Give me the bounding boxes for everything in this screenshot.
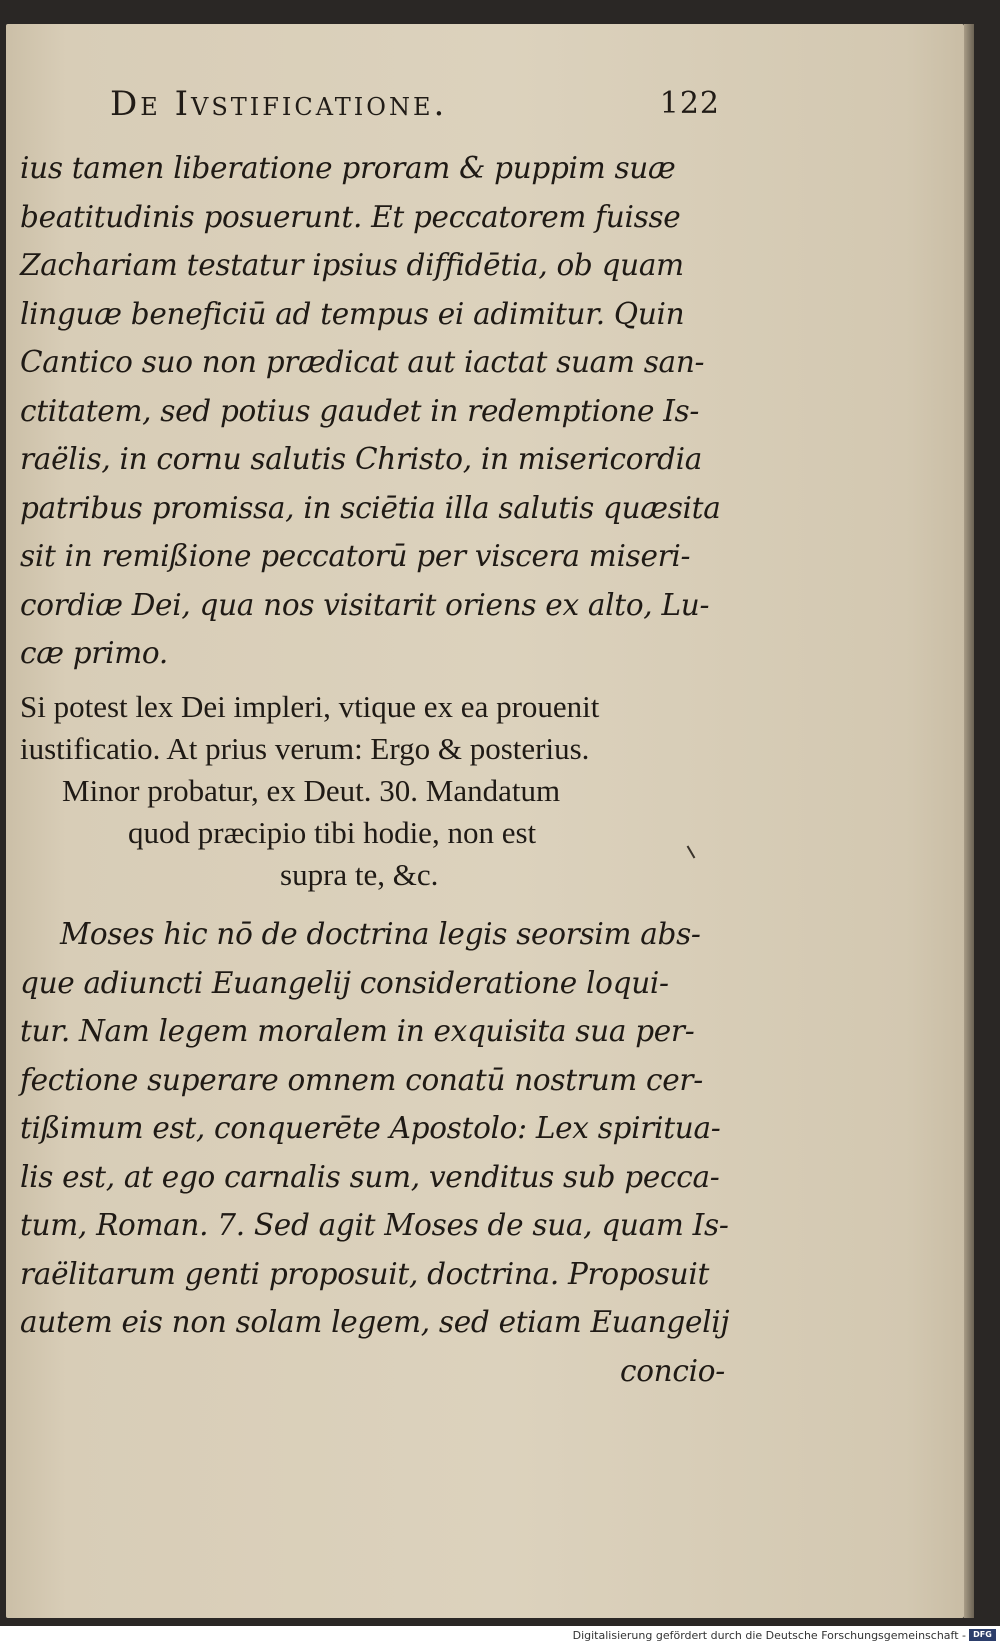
dfg-logo-icon: DFG — [969, 1629, 996, 1641]
running-head-title: De Ivstificatione. — [110, 84, 448, 124]
text-line: Si potest lex Dei impleri, vtique ex ea prouenit — [20, 689, 600, 724]
text-line: autem eis non solam legem, sed etiam Euangelij — [20, 1305, 730, 1339]
text-line: Moses hic nō de doctrina legis seorsim abs- — [60, 917, 701, 951]
text-line: linguæ beneficiū ad tempus ei adimitur. Quin — [20, 296, 685, 331]
text-line: cæ primo. — [20, 636, 168, 670]
text-line: raëlis, in cornu salutis Christo, in misericordia — [20, 442, 703, 476]
text-line: fectione superare omnem conatū nostrum cer- — [20, 1062, 703, 1097]
text-line: raëlitarum genti proposuit, doctrina. Proposuit — [20, 1256, 710, 1291]
text-line: lis est, at ego carnalis sum, venditus sub pecca- — [20, 1159, 720, 1194]
text-line: beatitudinis posuerunt. Et peccatorem fuisse — [20, 199, 681, 234]
text-line: Zachariam testatur ipsius diffidētia, ob quam — [20, 248, 684, 282]
paragraph-1 — [20, 144, 720, 678]
text-line: que adiuncti Euangelij consideratione loqui- — [20, 965, 669, 1000]
text-line: cordiæ Dei, qua nos visitarit oriens ex alto, Lu- — [20, 587, 710, 622]
text-line: quod præcipio tibi hodie, non est — [128, 815, 537, 850]
text-line: Cantico suo non prædicat aut iactat suam san- — [20, 345, 705, 379]
text-line: ius tamen liberatione proram & puppim suæ — [20, 151, 676, 185]
text-line: tum, Roman. 7. Sed agit Moses de sua, quam Is- — [20, 1208, 729, 1242]
running-head — [90, 84, 720, 132]
text-line: sit in remißione peccatorū per viscera miseri- — [20, 539, 691, 573]
text-line: supra te, &c. — [280, 857, 439, 892]
paragraph-2 — [20, 910, 730, 1395]
text-line: ctitatem, sed potius gaudet in redemptione Is- — [20, 393, 700, 428]
page-edge — [964, 24, 974, 1618]
text-line: tur. Nam legem moralem in exquisita sua per- — [20, 1014, 695, 1048]
argument-block — [20, 686, 720, 896]
text-line: iustificatio. At prius verum: Ergo & posterius. — [20, 731, 590, 766]
catchword: concio- — [620, 1353, 725, 1388]
text-line: Minor probatur, ex Deut. 30. Mandatum — [62, 773, 561, 808]
text-line: tißimum est, conquerēte Apostolo: Lex spiritua- — [20, 1111, 721, 1145]
page-number: 122 — [659, 86, 720, 121]
footer — [0, 1626, 1000, 1645]
footer-credit: Digitalisierung gefördert durch die Deutsche Forschungsgemeinschaft - — [572, 1629, 966, 1642]
text-line: patribus promissa, in sciētia illa salutis quæsita — [20, 490, 721, 525]
